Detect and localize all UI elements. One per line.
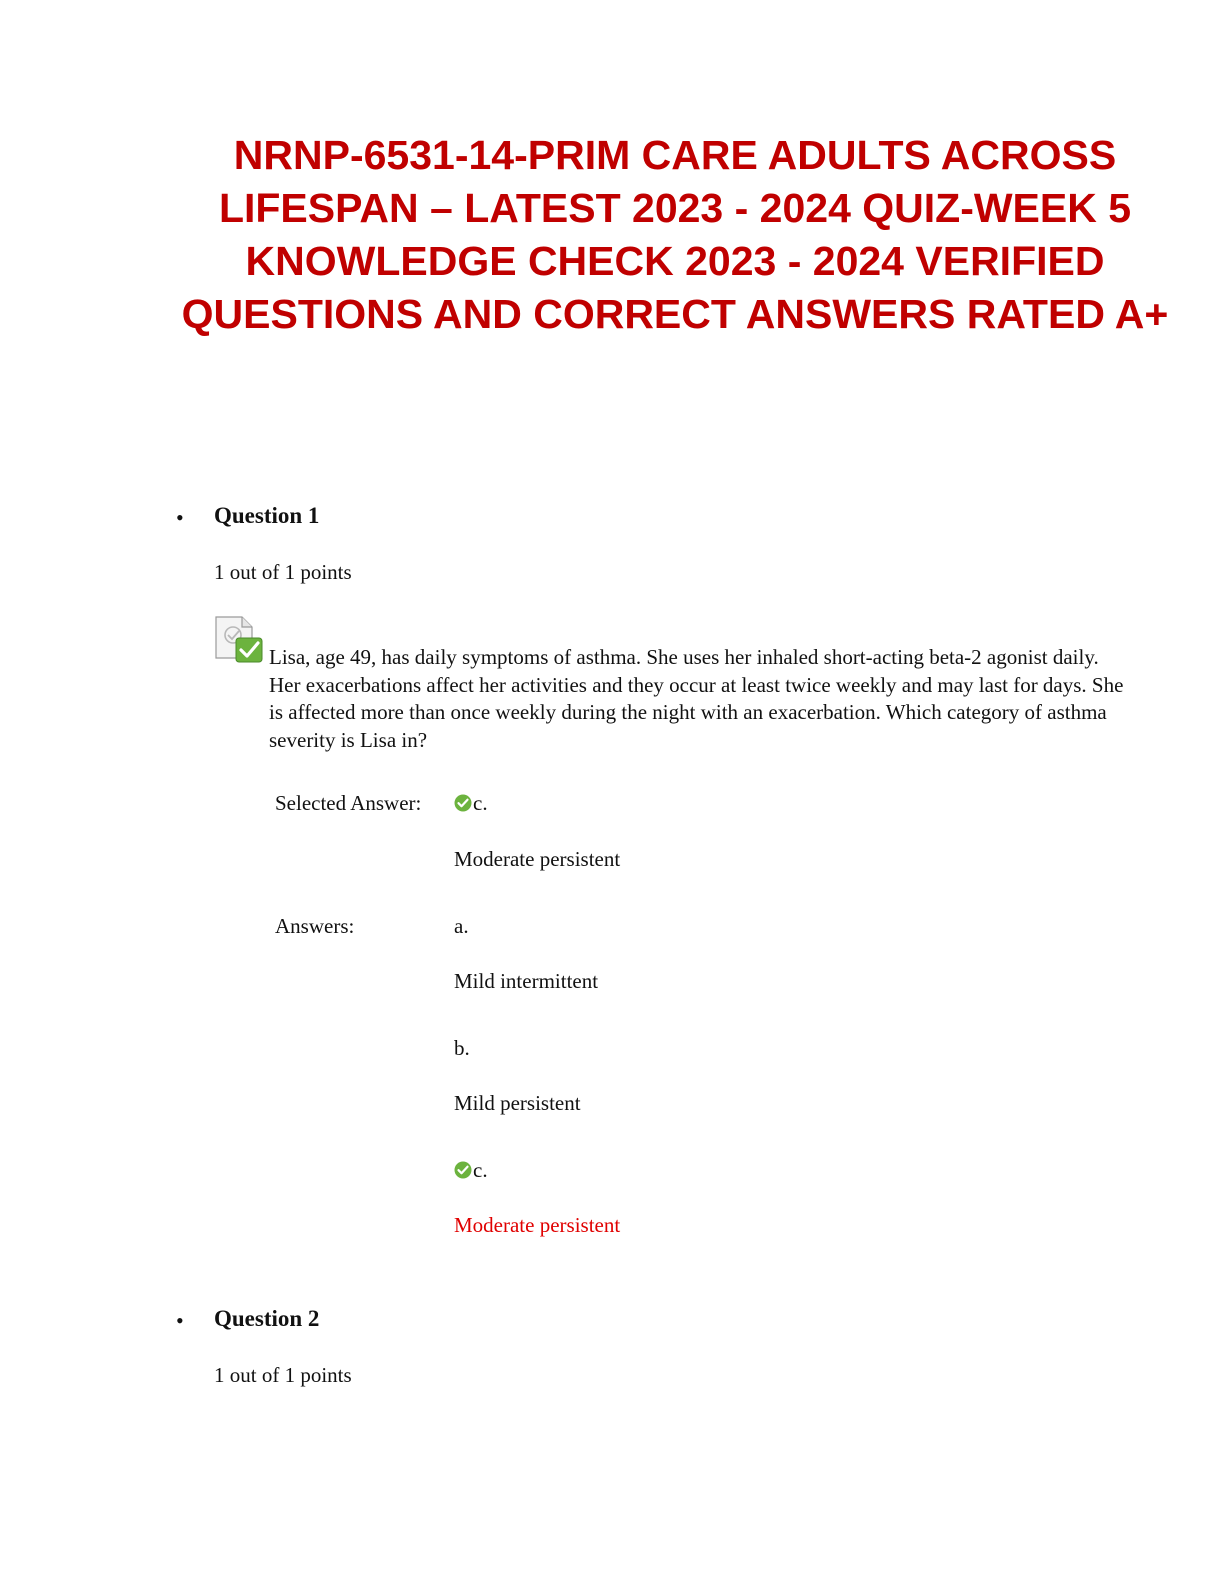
answers-label: Answers: <box>275 914 355 938</box>
document-title: NRNP-6531-14-PRIM CARE ADULTS ACROSS LIFESPAN – LATEST 2023 - 2024 QUIZ-WEEK 5 KNOWLEDGE CHECK 2023 - 2024 VERIFIED QUESTIONS AND CORRECT ANSWERS RATED A+ <box>181 132 1169 337</box>
selected-answer-letter: c. <box>473 791 488 815</box>
question-label: Question 1 <box>214 503 320 528</box>
answer-text: Mild intermittent <box>454 969 599 993</box>
correct-answer-text: Moderate persistent <box>454 1213 621 1237</box>
bullet: • <box>176 505 184 530</box>
bullet: • <box>176 1308 184 1333</box>
answer-text: Mild persistent <box>454 1091 581 1115</box>
correct-check-icon <box>212 614 262 664</box>
question-score: 1 out of 1 points <box>214 560 352 584</box>
selected-answer-choice <box>454 790 488 816</box>
selected-answer-text: Moderate persistent <box>454 847 621 871</box>
answer-letter: b. <box>454 1036 470 1060</box>
check-icon <box>454 794 472 812</box>
correct-answer-choice <box>454 1157 488 1183</box>
question-text: Lisa, age 49, has daily symptoms of asthma. She uses her inhaled short-acting beta-2 agonist daily. Her exacerbations affect her activities and they occur at least twice weekly and may last for days. She is affected more than once weekly during the night with an exacerbation. Which category of asthma severity is Lisa in? <box>269 645 1124 752</box>
check-icon <box>454 1161 472 1179</box>
answer-letter: c. <box>473 1158 488 1182</box>
question-label: Question 2 <box>214 1306 320 1331</box>
question-score: 1 out of 1 points <box>214 1363 352 1387</box>
answer-letter: a. <box>454 914 469 938</box>
selected-answer-label: Selected Answer: <box>275 791 422 815</box>
